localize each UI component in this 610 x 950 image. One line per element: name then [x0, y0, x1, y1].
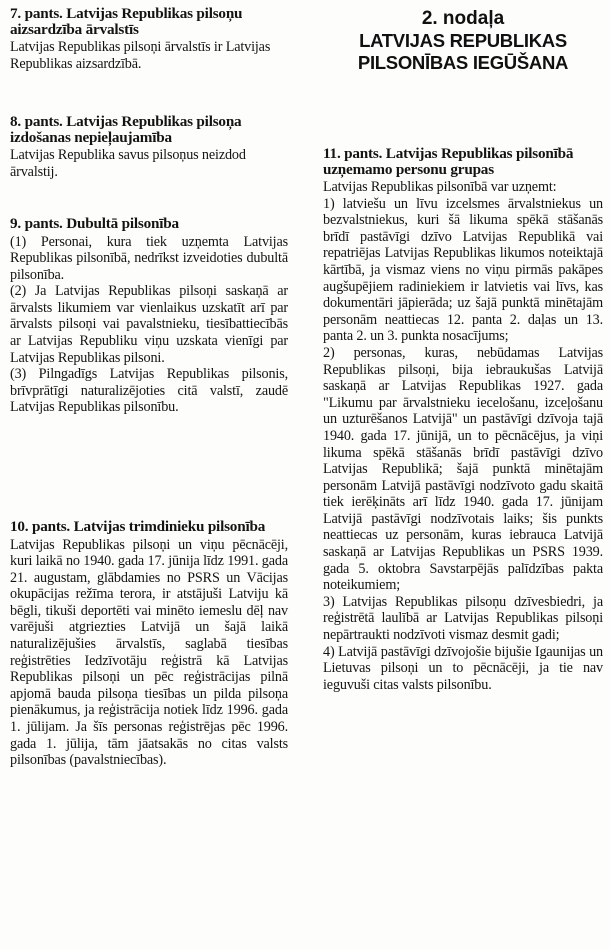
article-11-item-1: 1) latviešu un līvu izcelsmes ārvalstniekus un bezvalstniekus, kuri šā likuma spēkā stāšanās brīdī pastāvīgi dzīvo Latvijas Republikā vai repatriējas Latvijas Republikas likumos noteiktajā kārtībā, ja vismaz viens no viņu pirmās pakāpes augšupējiem radiniekiem ir latvietis vai līvs, kas dokumentāri jāpierāda; uz šajā punktā minētajām personām neattiecas 12. panta 2. daļas un 13. panta 2. un 3. punkta nosacījums; — [323, 195, 603, 345]
article-11-intro: Latvijas Republikas pilsonībā var uzņemt: — [323, 179, 557, 195]
article-7 — [10, 6, 288, 72]
article-11-item-2: 2) personas, kuras, nebūdamas Latvijas Republikas pilsoņi, bija iebraukušas Latvijā saskaņā ar Latvijas Republikas 1927. gada "Likumu par ārvalstnieku iecelošanu, izceļošanu un uzturēšanos Latvijā" un pastāvīgi dzīvoja tajā 1940. gada 17. jūnijā, un to pēcnācējus, ja viņi likuma spēkā stāšanās brīdī pastāvīgi dzīvo Latvijas Republikā; šajā punktā minētajām personām Latvijā pastāvīgi nodzīvoto gadu skaitā tiek ierēķināts arī līdz 1940. gada 17. jūnijam Latvijā pastāvīgi nodzīvotais laiks; šis punkts neattiecas uz personām, kuras iebrauca Latvijā saskaņā ar Latvijas Republikas un PSRS 1939. gada 5. oktobra Savstarpējās palīdzības pakta noteikumiem; — [323, 344, 603, 594]
article-9-paragraph-1: (1) Personai, kura tiek uzņemta Latvijas Republikas pilsonībā, nedrīkst izveidoties dubultā pilsonība. — [10, 233, 288, 283]
chapter-heading — [323, 8, 603, 74]
article-9 — [10, 216, 288, 416]
article-8-title: 8. pants. Latvijas Republikas pilsoņa izdošanas nepieļaujamība — [10, 113, 242, 146]
chapter-title-line-1: LATVIJAS REPUBLIKAS — [359, 30, 567, 51]
article-10-text: Latvijas Republikas pilsoņi un viņu pēcnācēji, kuri laikā no 1940. gada 17. jūnija līdz 1991. gada 21. augustam, glābdamies no PSRS un Vācijas okupācijas režīma terora, ir atstājuši Latviju kā bēgli, tikuši deportēti vai minēto iemeslu dēļ nav varējuši atgriezties Latvijā un šajā laikā naturalizējušies ārvalstīs, saglabā tiesības reģistrēties Iedzīvotāju reģistrā kā Latvijas Republikas pilsoņi un pēc reģistrācijas pilnā apjomā bauda pilsoņa tiesības un pilda pilsoņa pienākumus, ja reģistrācija notiek līdz 1996. gada 1. jūlijam. Ja šīs personas reģistrējas pēc 1996. gada 1. jūlija, tām jāatsakās no citas valsts pilsonības (pavalstniecības). — [10, 536, 288, 769]
article-8 — [10, 114, 288, 180]
article-11-item-3: 3) Latvijas Republikas pilsoņu dzīvesbiedri, ja reģistrētā laulībā ar Latvijas Republikas pilsoņi nepārtraukti nodzīvoti vismaz desmit gadi; — [323, 593, 603, 644]
article-9-paragraph-3: (3) Pilngadīgs Latvijas Republikas pilsonis, brīvprātīgi naturalizējoties citā valstī, zaudē Latvijas Republikas pilsonību. — [10, 366, 288, 416]
article-9-title: 9. pants. Dubultā pilsonība — [10, 215, 179, 232]
article-11 — [323, 146, 603, 693]
article-8-text: Latvijas Republika savus pilsoņus neizdod ārvalstij. — [10, 147, 246, 180]
article-11-item-4: 4) Latvijā pastāvīgi dzīvojošie bijušie Igaunijas un Lietuvas pilsoņi un to pēcnācēji, ja tie nav ieguvuši citas valsts pilsonību. — [323, 643, 603, 693]
article-10-title: 10. pants. Latvijas trimdinieku pilsonība — [10, 518, 266, 535]
article-9-paragraph-2: (2) Ja Latvijas Republikas pilsoņi saskaņā ar ārvalsts likumiem var vienlaikus uzskatīt arī par ārvalsts pilsoņi vai pavalstnieku, tiesībattiecībās ar Latvijas Republiku viņu uzskata vienīgi par Latvijas Republikas pilsoni. — [10, 283, 288, 366]
article-10 — [10, 519, 288, 769]
chapter-title-line-2: PILSONĪBAS IEGŪŠANA — [357, 52, 569, 73]
chapter-number: 2. nodaļa — [421, 8, 505, 29]
article-7-title: 7. pants. Latvijas Republikas pilsoņu aizsardzība ārvalstīs — [10, 5, 243, 38]
article-11-title: 11. pants. Latvijas Republikas pilsonībā uzņemamo personu grupas — [323, 145, 574, 178]
article-7-text: Latvijas Republikas pilsoņi ārvalstīs ir Latvijas Republikas aizsardzībā. — [10, 39, 271, 72]
